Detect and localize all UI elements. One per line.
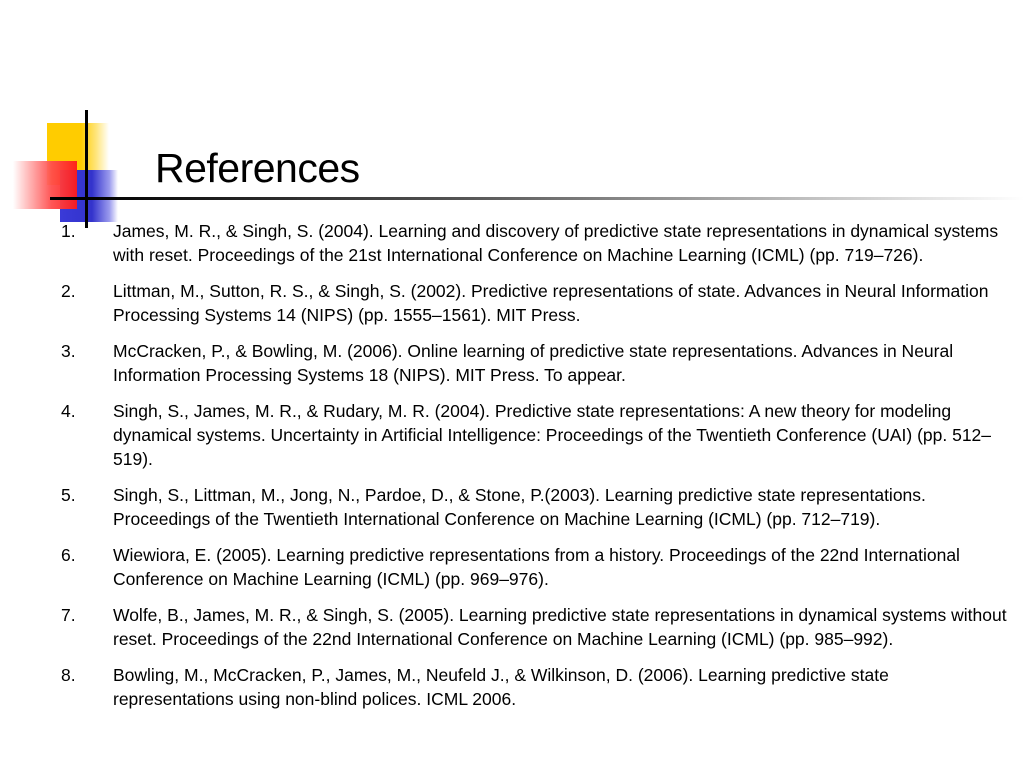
reference-text: Singh, S., Littman, M., Jong, N., Pardoe, D., & Stone, P.(2003). Learning predictive state representations. Proceedings of the Twentieth International Conference on Machine Learning (ICML) (pp. 712–719).	[113, 485, 926, 529]
logo-red-square	[13, 161, 77, 209]
reference-number: 7.	[61, 605, 76, 625]
reference-text: Littman, M., Sutton, R. S., & Singh, S. (2002). Predictive representations of state. Advances in Neural Information Processing Systems 14 (NIPS) (pp. 1555–1561). MIT Press.	[113, 281, 989, 325]
title-underline	[88, 197, 1024, 200]
reference-item	[0, 279, 1024, 327]
reference-text: Wiewiora, E. (2005). Learning predictive representations from a history. Proceedings of the 22nd International Conference on Machine Learning (ICML) (pp. 969–976).	[113, 545, 960, 589]
reference-item	[0, 219, 1024, 267]
reference-text: Wolfe, B., James, M. R., & Singh, S. (2005). Learning predictive state representations in dynamical systems without reset. Proceedings of the 22nd International Conference on Machine Learning (ICML) (pp. 985–992).	[113, 605, 1007, 649]
reference-number: 2.	[61, 281, 76, 301]
logo-vertical-line	[85, 110, 88, 228]
reference-number: 5.	[61, 485, 76, 505]
references-list	[0, 219, 1024, 723]
reference-item	[0, 603, 1024, 651]
reference-item	[0, 483, 1024, 531]
reference-item	[0, 339, 1024, 387]
reference-number: 4.	[61, 401, 76, 421]
reference-item	[0, 663, 1024, 711]
reference-text: Bowling, M., McCracken, P., James, M., Neufeld J., & Wilkinson, D. (2006). Learning predictive state representations using non-blind polices. ICML 2006.	[113, 665, 889, 709]
slide-title: References	[155, 145, 360, 191]
reference-number: 6.	[61, 545, 76, 565]
reference-item	[0, 543, 1024, 591]
reference-text: Singh, S., James, M. R., & Rudary, M. R. (2004). Predictive state representations: A new theory for modeling dynamical systems. Uncertainty in Artificial Intelligence: Proceedings of the Twentieth Conference (UAI) (pp. 512–519).	[113, 401, 992, 469]
reference-item	[0, 399, 1024, 471]
reference-number: 1.	[61, 221, 76, 241]
reference-number: 8.	[61, 665, 76, 685]
reference-text: McCracken, P., & Bowling, M. (2006). Online learning of predictive state representations. Advances in Neural Information Processing Systems 18 (NIPS). MIT Press. To appear.	[113, 341, 954, 385]
reference-number: 3.	[61, 341, 76, 361]
reference-text: James, M. R., & Singh, S. (2004). Learning and discovery of predictive state representations in dynamical systems with reset. Proceedings of the 21st International Conference on Machine Learning (ICML) (pp. 719–726).	[113, 221, 999, 265]
corner-logo	[0, 0, 160, 240]
